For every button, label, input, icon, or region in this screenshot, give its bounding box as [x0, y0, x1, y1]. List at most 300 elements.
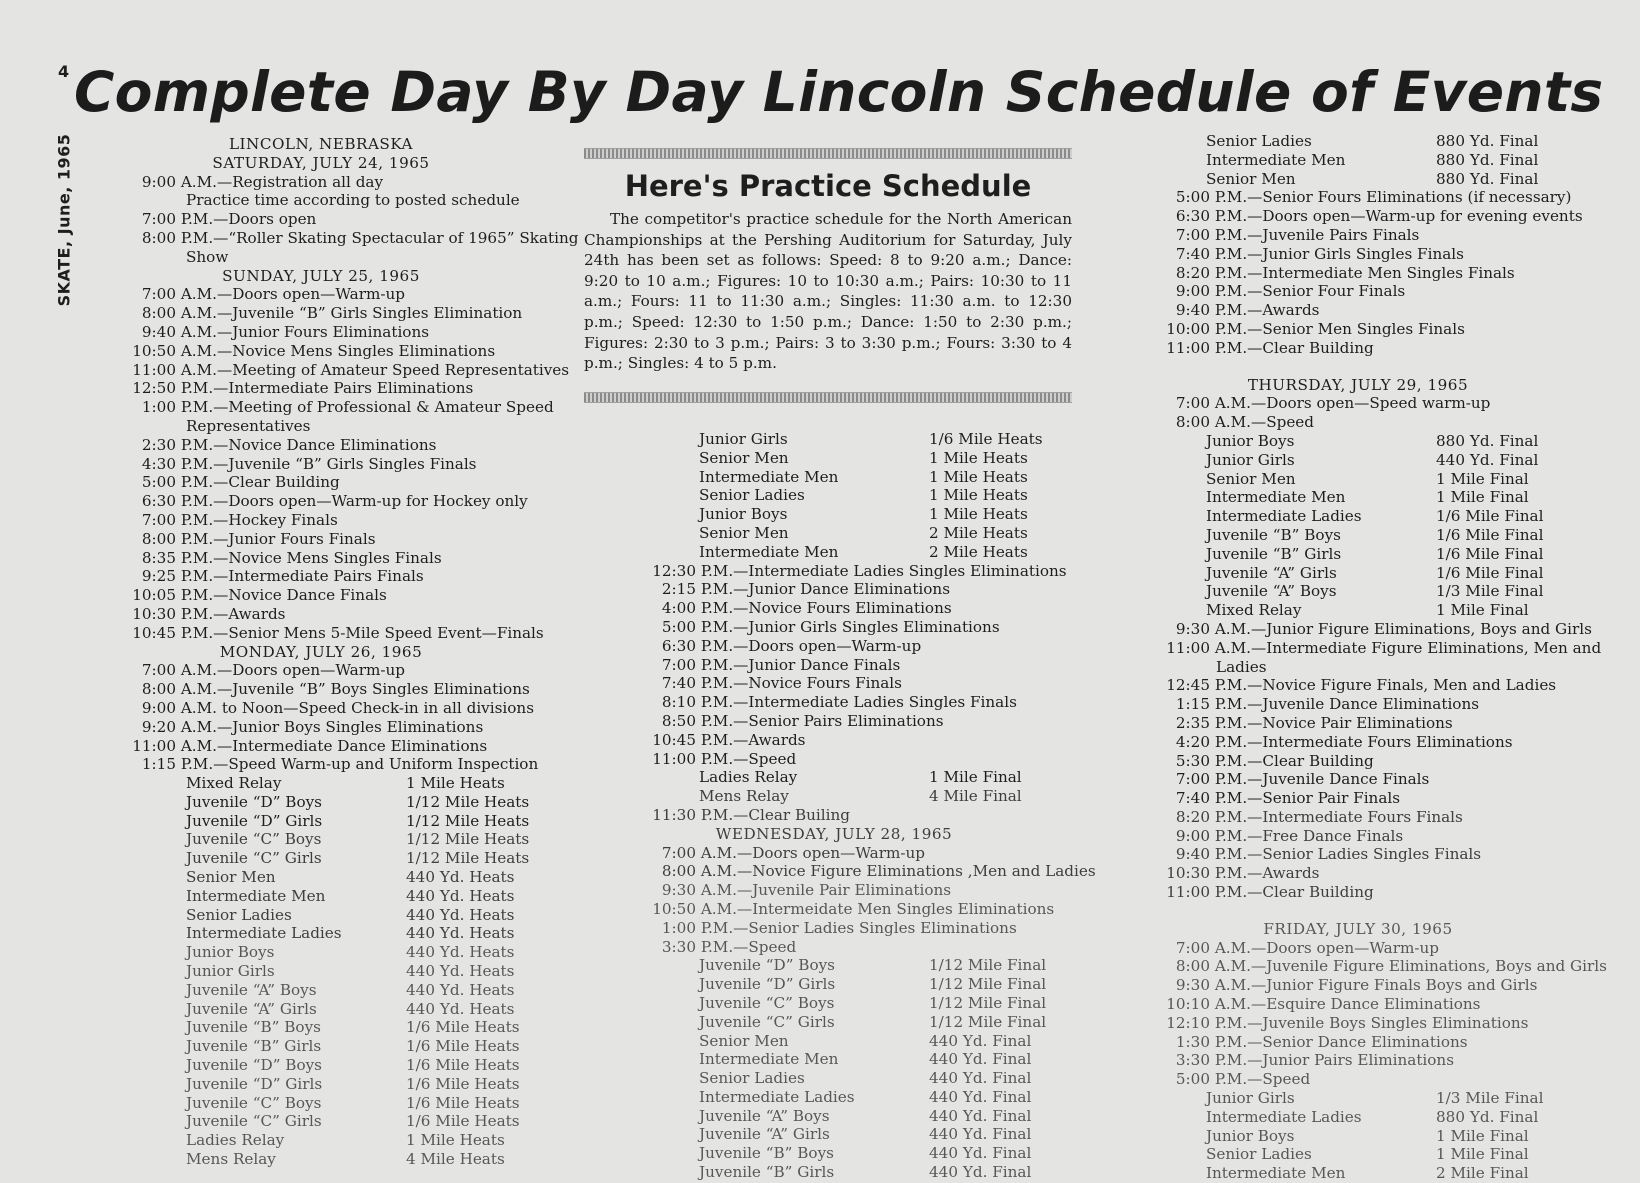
entry-description: P.M.—Juvenile “B” Girls Singles Finals: [180, 454, 477, 473]
entry-description: P.M.—Senior Four Finals: [1214, 282, 1406, 301]
entry-time: 10:45: [132, 623, 176, 642]
race-entry: [76, 868, 566, 887]
race-division: Intermediate Ladies: [699, 1087, 855, 1106]
schedule-entry: [584, 562, 1084, 581]
entry-description: P.M.—Novice Dance Finals: [180, 586, 387, 605]
race-distance: 440 Yd. Heats: [406, 868, 515, 887]
race-entry: [76, 1150, 566, 1169]
race-division: Juvenile “D” Girls: [186, 1074, 323, 1093]
entry-description: P.M.—Senior Pair Finals: [1214, 789, 1401, 808]
race-entry: [584, 449, 1084, 468]
race-division: Senior Men: [1206, 469, 1296, 488]
race-entry: [584, 956, 1084, 975]
race-entry: [1098, 507, 1618, 526]
entry-continuation: Practice time according to posted schedule: [186, 191, 520, 210]
race-division: Juvenile “D” Boys: [699, 956, 835, 975]
entry-time: 1:15: [141, 755, 176, 774]
entry-time: 12:10: [1166, 1013, 1210, 1032]
entry-continuation: Representatives: [186, 416, 311, 435]
entry-description: P.M.—Juvenile Dance Eliminations: [1214, 695, 1480, 714]
race-entry: [1098, 545, 1618, 564]
race-division: Junior Girls: [699, 430, 788, 448]
schedule-entry: [1098, 320, 1618, 339]
race-division: Junior Boys: [1206, 431, 1295, 450]
schedule-entry: [76, 605, 566, 624]
race-division: Intermediate Men: [1206, 150, 1346, 169]
schedule-entry: [584, 919, 1084, 938]
race-division: Senior Men: [699, 1031, 789, 1050]
entry-time: 9:00: [1175, 282, 1210, 301]
race-entry: [584, 1032, 1084, 1051]
race-division: Intermediate Ladies: [186, 924, 342, 943]
race-distance: 1/6 Mile Final: [1436, 507, 1544, 526]
race-distance: 1/12 Mile Heats: [406, 830, 530, 849]
schedule-entry: [1098, 789, 1618, 808]
entry-time: 5:30: [1175, 751, 1210, 770]
entry-description: P.M.—Clear Building: [1214, 338, 1374, 357]
race-entry: [76, 924, 566, 943]
race-distance: 880 Yd. Final: [1436, 169, 1539, 188]
entry-time: 1:00: [141, 398, 176, 417]
race-division: Senior Ladies: [699, 1069, 805, 1088]
entry-description: P.M.—Intermediate Ladies Singles Finals: [700, 693, 1017, 712]
schedule-entry: [584, 693, 1084, 712]
entry-time: 11:00: [1166, 638, 1210, 657]
entry-description: P.M.—Junior Girls Singles Eliminations: [700, 617, 1000, 636]
race-entry: [1098, 170, 1618, 189]
race-distance: 440 Yd. Final: [929, 1144, 1032, 1163]
race-distance: 1/6 Mile Final: [1436, 563, 1544, 582]
entry-time: 12:45: [1166, 676, 1210, 695]
race-entry: [584, 1088, 1084, 1107]
entry-time: 8:00: [141, 228, 176, 247]
schedule-entry: [1098, 752, 1618, 771]
entry-description: P.M.—Novice Pair Eliminations: [1214, 713, 1453, 732]
day-heading: THURSDAY, JULY 29, 1965: [1247, 375, 1469, 394]
schedule-entry: [1098, 883, 1618, 902]
schedule-entry: [76, 228, 579, 248]
race-entry: [76, 1000, 566, 1019]
race-entry: [584, 1107, 1084, 1126]
race-distance: 1 Mile Heats: [929, 486, 1028, 505]
schedule-entry: [584, 618, 1084, 637]
schedule-entry: [1098, 282, 1618, 301]
entry-description: P.M.—Junior Fours Finals: [180, 529, 376, 548]
entry-time: 11:00: [132, 736, 176, 755]
schedule-entry: [584, 938, 1084, 957]
race-entry: [584, 524, 1084, 543]
race-division: Intermediate Men: [699, 542, 839, 561]
race-division: Juvenile “D” Boys: [186, 792, 322, 811]
race-division: Juvenile “C” Boys: [186, 830, 322, 849]
entry-description: A.M.—Intermediate Dance Eliminations: [180, 736, 488, 755]
schedule-entry: [584, 731, 1084, 750]
schedule-entry: [76, 492, 566, 511]
race-entry: [1098, 488, 1618, 507]
race-distance: 880 Yd. Final: [1436, 150, 1539, 169]
race-entry: [1098, 151, 1618, 170]
entry-time: 6:30: [661, 636, 696, 655]
race-entry: [584, 430, 1084, 449]
race-division: Juvenile “C” Girls: [186, 1112, 322, 1131]
race-distance: 1/6 Mile Heats: [406, 1093, 520, 1112]
race-distance: 4 Mile Final: [929, 787, 1022, 806]
entry-time: 1:15: [1175, 695, 1210, 714]
race-distance: 1/6 Mile Heats: [406, 1056, 520, 1075]
entry-description: A.M.—Intermediate Figure Eliminations, Men and: [1214, 638, 1602, 657]
race-distance: 1/6 Mile Heats: [406, 1074, 520, 1093]
entry-time: 8:20: [1175, 807, 1210, 826]
entry-description: A.M.—Novice Figure Eliminations ,Men and Ladies: [700, 862, 1096, 881]
race-distance: 440 Yd. Heats: [406, 924, 515, 943]
entry-time: 9:00: [1175, 826, 1210, 845]
race-entry: [584, 975, 1084, 994]
schedule-entry: [1098, 339, 1618, 358]
entry-description: P.M.—Free Dance Finals: [1214, 826, 1404, 845]
race-distance: 880 Yd. Final: [1436, 132, 1539, 150]
race-distance: 440 Yd. Final: [929, 1069, 1032, 1088]
divider-top: [584, 148, 1072, 159]
race-division: Juvenile “D” Boys: [186, 1056, 322, 1075]
entry-time: 7:00: [141, 285, 176, 304]
entry-description: P.M.—Clear Building: [1214, 883, 1374, 902]
entry-description: P.M.—Senior Mens 5-Mile Speed Event—Finals: [180, 623, 544, 642]
race-division: Intermediate Men: [699, 1050, 839, 1069]
entry-continuation: Show: [186, 247, 229, 266]
entry-time: 11:00: [1166, 883, 1210, 902]
schedule-entry: [1098, 995, 1618, 1014]
entry-description: A.M.—Speed: [1214, 413, 1315, 432]
entry-continuation: Ladies: [1216, 657, 1267, 676]
race-division: Juvenile “B” Girls: [699, 1163, 835, 1182]
schedule-column-right: [1098, 132, 1618, 1183]
entry-description: P.M.—Awards: [1214, 301, 1320, 320]
race-distance: 880 Yd. Final: [1436, 1107, 1539, 1126]
entry-description: P.M.—Juvenile Pairs Finals: [1214, 225, 1420, 244]
race-division: Mixed Relay: [1206, 601, 1302, 620]
schedule-entry: [1098, 864, 1618, 883]
race-distance: 1/6 Mile Heats: [406, 1112, 520, 1131]
entry-time: 9:25: [141, 567, 176, 586]
entry-time: 10:00: [1166, 319, 1210, 338]
entry-description: P.M.—Doors open—Warm-up for Hockey only: [180, 492, 528, 511]
entry-description: A.M.—Juvenile Pair Eliminations: [700, 881, 952, 900]
race-division: Senior Ladies: [1206, 132, 1312, 150]
entry-description: A.M.—Registration all day: [180, 172, 384, 191]
entry-description: P.M.—Intermediate Men Singles Finals: [1214, 263, 1515, 282]
race-entry: [584, 768, 1084, 787]
entry-time: 1:30: [1175, 1032, 1210, 1051]
race-division: Juvenile “A” Girls: [699, 1125, 830, 1144]
schedule-entry: [1098, 264, 1618, 283]
schedule-entry: [76, 530, 566, 549]
entry-time: 10:10: [1166, 995, 1210, 1014]
entry-time: 3:30: [661, 937, 696, 956]
schedule-entry: [76, 473, 566, 492]
entry-description: P.M.—Intermediate Ladies Singles Eliminations: [700, 561, 1067, 580]
race-distance: 1 Mile Final: [929, 768, 1022, 787]
schedule-entry: [76, 624, 566, 643]
race-distance: 440 Yd. Heats: [406, 962, 515, 981]
entry-description: P.M.—Awards: [1214, 864, 1320, 883]
race-entry: [584, 1050, 1084, 1069]
entry-description: P.M.—Junior Pairs Eliminations: [1214, 1051, 1455, 1070]
race-distance: 1/6 Mile Heats: [406, 1037, 520, 1056]
race-distance: 440 Yd. Heats: [406, 980, 515, 999]
entry-description: P.M.—Hockey Finals: [180, 510, 338, 529]
entry-description: P.M.—Novice Dance Eliminations: [180, 435, 437, 454]
race-distance: 1/6 Mile Final: [1436, 525, 1544, 544]
entry-time: 7:00: [141, 510, 176, 529]
schedule-entry: [76, 511, 566, 530]
entry-description: A.M.—Juvenile Figure Eliminations, Boys and Girls: [1214, 957, 1607, 976]
race-entry: [76, 793, 566, 812]
schedule-entry: [76, 360, 570, 380]
race-distance: 4 Mile Heats: [406, 1150, 505, 1169]
entry-description: P.M.—Senior Ladies Singles Finals: [1214, 845, 1482, 864]
entry-time: 12:30: [652, 561, 696, 580]
schedule-entry: [76, 718, 566, 737]
schedule-entry: [584, 806, 1084, 825]
race-distance: 1 Mile Heats: [929, 448, 1028, 467]
race-division: Juvenile “B” Boys: [699, 1144, 834, 1163]
race-distance: 1/12 Mile Final: [929, 993, 1047, 1012]
race-distance: 1 Mile Final: [1436, 488, 1529, 507]
entry-time: 1:00: [661, 918, 696, 937]
schedule-entry: [76, 436, 566, 455]
entry-time: 3:30: [1175, 1051, 1210, 1070]
race-division: Senior Men: [699, 523, 789, 542]
race-distance: 1 Mile Heats: [406, 1131, 505, 1150]
entry-description: P.M.—“Roller Skating Spectacular of 1965” Skating: [180, 228, 579, 247]
race-entry: [76, 906, 566, 925]
entry-time: 6:30: [141, 492, 176, 511]
race-division: Senior Ladies: [186, 905, 292, 924]
entry-time: 4:00: [661, 599, 696, 618]
entry-time: 5:00: [1175, 188, 1210, 207]
race-division: Juvenile “A” Boys: [186, 980, 317, 999]
race-entry: [584, 543, 1084, 562]
entry-time: 8:00: [141, 304, 176, 323]
entry-description: P.M.—Intermediate Pairs Eliminations: [180, 379, 474, 398]
entry-description: P.M.—Clear Builing: [700, 805, 850, 824]
race-distance: 1/12 Mile Final: [929, 956, 1047, 975]
race-entry: [584, 1125, 1084, 1144]
race-entry: [584, 1013, 1084, 1032]
race-division: Mens Relay: [699, 787, 789, 806]
race-entry: [76, 830, 566, 849]
section-spacer: [1098, 358, 1618, 376]
race-distance: 1/12 Mile Heats: [406, 849, 530, 868]
race-entry: [76, 1056, 566, 1075]
entry-time: 9:00: [141, 172, 176, 191]
race-entry: [584, 1069, 1084, 1088]
race-division: Juvenile “B” Boys: [1206, 525, 1341, 544]
race-distance: 1 Mile Heats: [929, 467, 1028, 486]
entry-time: 6:30: [1175, 207, 1210, 226]
schedule-entry: [1098, 1014, 1618, 1033]
race-entry: [1098, 1164, 1618, 1183]
schedule-entry: [76, 173, 566, 192]
schedule-entry: [1098, 245, 1618, 264]
race-entry: [1098, 1145, 1618, 1164]
race-entry: [76, 887, 566, 906]
entry-time: 5:00: [1175, 1070, 1210, 1089]
entry-description: A.M.—Doors open—Warm-up: [700, 843, 925, 862]
race-distance: 440 Yd. Heats: [406, 943, 515, 962]
entry-description: P.M.—Clear Building: [1214, 751, 1374, 770]
entry-description: P.M.—Senior Dance Eliminations: [1214, 1032, 1468, 1051]
entry-time: 9:00: [141, 698, 176, 717]
entry-time: 5:00: [141, 473, 176, 492]
entry-description: P.M.—Intermediate Pairs Finals: [180, 567, 424, 586]
race-distance: 2 Mile Heats: [929, 542, 1028, 561]
entry-time: 12:50: [132, 379, 176, 398]
race-division: Intermediate Men: [186, 886, 326, 905]
race-distance: 1 Mile Final: [1436, 601, 1529, 620]
schedule-entry: [1098, 1070, 1618, 1089]
entry-description: P.M.—Awards: [700, 730, 806, 749]
entry-description: P.M.—Senior Fours Eliminations (if necessary): [1214, 188, 1572, 207]
race-entry: [584, 787, 1084, 806]
race-distance: 1 Mile Heats: [929, 505, 1028, 524]
entry-time: 8:00: [1175, 413, 1210, 432]
schedule-entry: [1098, 188, 1618, 207]
race-distance: 440 Yd. Final: [929, 1163, 1032, 1182]
schedule-entry: [584, 881, 1084, 900]
entry-time: 9:40: [1175, 301, 1210, 320]
race-entry: [76, 1094, 566, 1113]
schedule-entry: [1098, 413, 1618, 432]
entry-time: 7:40: [1175, 789, 1210, 808]
schedule-entry: [76, 398, 566, 417]
race-entry: [584, 1144, 1084, 1163]
entry-description: A.M.—Intermeidate Men Singles Eliminations: [700, 899, 1055, 918]
race-division: Senior Ladies: [699, 486, 805, 505]
entry-time: 7:00: [141, 210, 176, 229]
race-division: Juvenile “B” Girls: [1206, 544, 1342, 563]
race-distance: 440 Yd. Final: [929, 1106, 1032, 1125]
race-distance: 440 Yd. Final: [929, 1087, 1032, 1106]
page-number: 4: [58, 62, 70, 81]
race-entry: [76, 774, 566, 793]
entry-description: A.M.—Junior Figure Finals Boys and Girls: [1214, 976, 1538, 995]
race-division: Juvenile “C” Girls: [699, 1012, 835, 1031]
race-entry: [584, 505, 1084, 524]
entry-description: P.M.—Meeting of Professional & Amateur Speed: [180, 398, 554, 417]
entry-time: 7:00: [661, 843, 696, 862]
entry-time: 9:30: [661, 881, 696, 900]
entry-description: A.M.—Doors open—Warm-up: [180, 661, 405, 680]
entry-time: 10:50: [132, 341, 176, 360]
entry-time: 2:30: [141, 435, 176, 454]
entry-time: 8:50: [661, 711, 696, 730]
entry-description: P.M.—Intermediate Fours Eliminations: [1214, 732, 1513, 751]
entry-time: 11:00: [1166, 338, 1210, 357]
race-distance: 2 Mile Final: [1436, 1164, 1529, 1183]
race-distance: 1 Mile Final: [1436, 1145, 1529, 1164]
schedule-entry: [584, 900, 1084, 919]
entry-time: 11:30: [652, 805, 696, 824]
schedule-entry: [76, 285, 566, 304]
schedule-entry: [584, 862, 1096, 881]
entry-description: P.M.—Doors open—Warm-up for evening events: [1214, 207, 1583, 226]
schedule-entry: [1098, 827, 1618, 846]
race-entry: [1098, 526, 1618, 545]
entry-description: A.M.—Junior Figure Eliminations, Boys and Girls: [1214, 619, 1592, 638]
entry-time: 11:00: [652, 749, 696, 768]
day-heading: MONDAY, JULY 26, 1965: [219, 642, 423, 661]
schedule-entry: [1098, 226, 1618, 245]
entry-description: P.M.—Intermediate Fours Finals: [1214, 807, 1463, 826]
entry-description: P.M.—Novice Fours Finals: [700, 674, 902, 693]
race-entry: [1098, 432, 1618, 451]
schedule-entry: [1098, 207, 1618, 226]
practice-title: Here's Practice Schedule: [624, 169, 1032, 203]
race-division: Mixed Relay: [186, 774, 282, 793]
race-division: Intermediate Men: [1206, 1164, 1346, 1183]
race-division: Intermediate Men: [1206, 488, 1346, 507]
entry-description: P.M.—Juvenile Dance Finals: [1214, 770, 1430, 789]
schedule-entry: [1098, 733, 1618, 752]
schedule-entry: [76, 323, 566, 342]
race-distance: 1/12 Mile Heats: [406, 811, 530, 830]
race-distance: 880 Yd. Final: [1436, 431, 1539, 450]
entry-description: A.M.—Doors open—Warm-up: [1214, 938, 1439, 957]
race-division: Juvenile “C” Boys: [699, 993, 835, 1012]
schedule-entry: [76, 455, 566, 474]
race-entry: [1098, 564, 1618, 583]
day-heading: LINCOLN, NEBRASKA: [228, 135, 414, 153]
race-distance: 440 Yd. Final: [929, 1050, 1032, 1069]
entry-time: 10:30: [1166, 864, 1210, 883]
race-distance: 440 Yd. Final: [1436, 450, 1539, 469]
schedule-entry: [1098, 714, 1618, 733]
entry-description: A.M.—Juvenile “B” Girls Singles Elimination: [180, 304, 523, 323]
race-division: Juvenile “C” Girls: [186, 849, 322, 868]
race-entry: [1098, 132, 1618, 151]
race-division: Senior Ladies: [1206, 1145, 1312, 1164]
entry-time: 7:00: [1175, 394, 1210, 413]
entry-time: 8:35: [141, 548, 176, 567]
race-entry: [76, 1112, 566, 1131]
race-distance: 1 Mile Final: [1436, 469, 1529, 488]
section-spacer: [1098, 902, 1618, 920]
entry-description: P.M.—Doors open—Warm-up: [700, 636, 922, 655]
entry-time: 10:05: [132, 586, 176, 605]
schedule-entry: [76, 586, 566, 605]
entry-description: P.M.—Junior Dance Finals: [700, 655, 901, 674]
race-division: Juvenile “B” Boys: [186, 1018, 321, 1037]
schedule-entry: [76, 379, 566, 398]
schedule-entry: [1098, 1051, 1618, 1070]
race-division: Juvenile “A” Girls: [1206, 563, 1337, 582]
entry-description: P.M.—Senior Pairs Eliminations: [700, 711, 944, 730]
race-division: Juvenile “A” Boys: [699, 1106, 830, 1125]
race-entry: [76, 1075, 566, 1094]
schedule-entry: [76, 549, 566, 568]
practice-schedule-box: [584, 148, 1072, 403]
schedule-entry: [1098, 676, 1618, 695]
entry-time: 7:00: [661, 655, 696, 674]
entry-time: 2:35: [1175, 713, 1210, 732]
race-division: Senior Men: [186, 868, 276, 887]
schedule-entry: [1098, 939, 1618, 958]
race-division: Juvenile “D” Girls: [699, 975, 836, 994]
schedule-entry: [584, 656, 1084, 675]
race-distance: 440 Yd. Heats: [406, 999, 515, 1018]
race-distance: 1/12 Mile Final: [929, 975, 1047, 994]
